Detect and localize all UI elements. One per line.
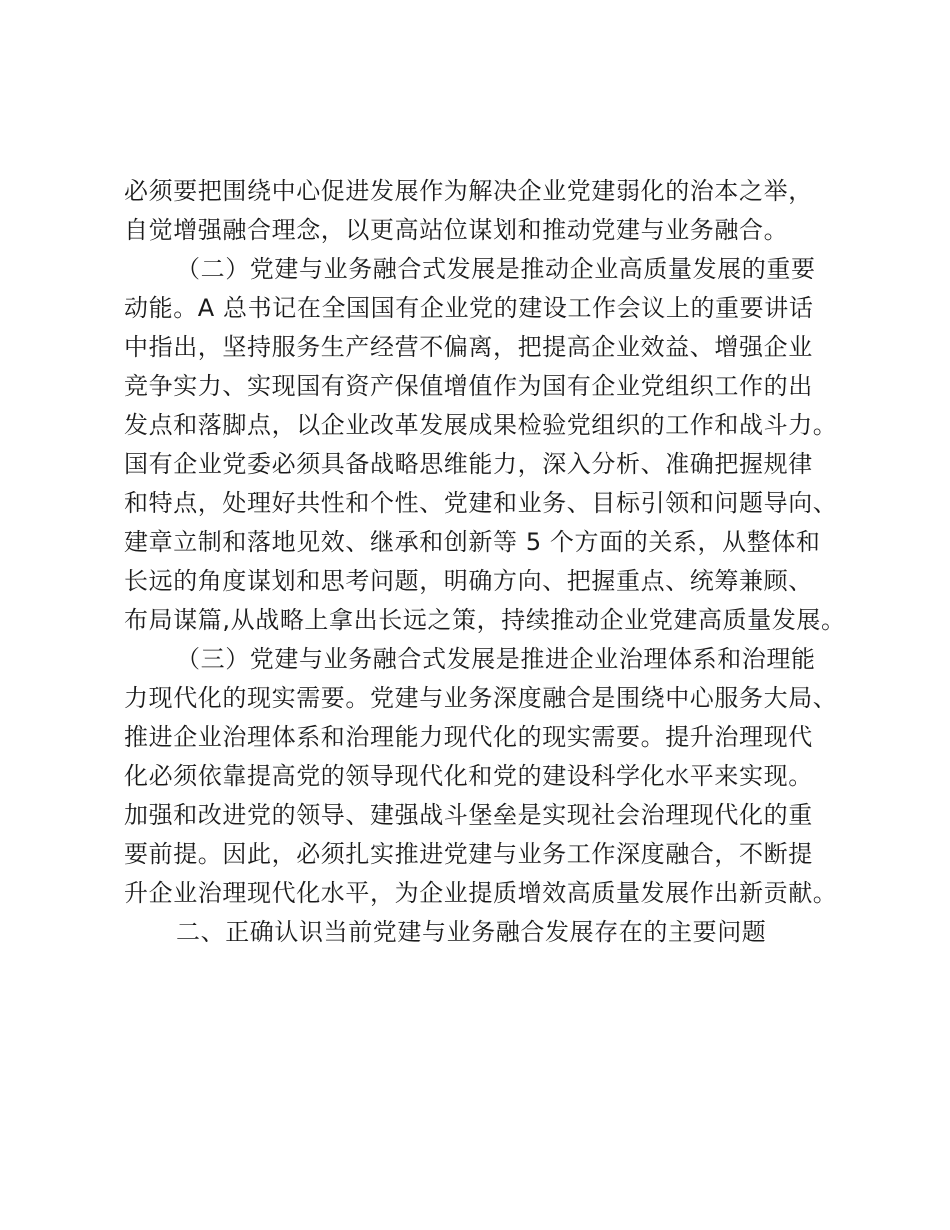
text-line: 布局谋篇,从战略上拿出长远之策，持续推动企业党建高质量发展。 xyxy=(124,606,846,634)
section-heading-line: （二）党建与业务融合式发展是推动企业高质量发展的重要 xyxy=(176,255,816,283)
text-line: 中指出，坚持服务生产经营不偏离，把提高企业效益、增强企业 xyxy=(124,333,813,361)
text-line: 要前提。因此，必须扎实推进党建与业务工作深度融合，不断提 xyxy=(124,840,813,868)
text-line: 升企业治理现代化水平，为企业提质增效高质量发展作出新贡献。 xyxy=(124,879,838,907)
body-text xyxy=(124,172,844,952)
text-line: 化必须依靠提高党的领导现代化和党的建设科学化水平来实现。 xyxy=(124,762,813,790)
text-line: 自觉增强融合理念，以更高站位谋划和推动党建与业务融合。 xyxy=(124,216,789,244)
text-line: 动能。A 总书记在全国国有企业党的建设工作会议上的重要讲话 xyxy=(124,294,814,322)
text-line: 和特点，处理好共性和个性、党建和业务、目标引领和问题导向、 xyxy=(124,489,838,517)
text-line: 力现代化的现实需要。党建与业务深度融合是围绕中心服务大局、 xyxy=(124,684,838,712)
text-line: 长远的角度谋划和思考问题，明确方向、把握重点、统筹兼顾、 xyxy=(124,567,813,595)
text-line: 推进企业治理体系和治理能力现代化的现实需要。提升治理现代 xyxy=(124,723,813,751)
text-line: 竞争实力、实现国有资产保值增值作为国有企业党组织工作的出 xyxy=(124,372,813,400)
text-line: 加强和改进党的领导、建强战斗堡垒是实现社会治理现代化的重 xyxy=(124,801,813,829)
section-heading-line: （三）党建与业务融合式发展是推进企业治理体系和治理能 xyxy=(176,645,816,673)
text-line: 建章立制和落地见效、继承和创新等 5 个方面的关系，从整体和 xyxy=(124,528,821,556)
chapter-heading-line: 二、正确认识当前党建与业务融合发展存在的主要问题 xyxy=(176,918,767,946)
text-line: 国有企业党委必须具备战略思维能力，深入分析、准确把握规律 xyxy=(124,450,813,478)
text-line: 发点和落脚点，以企业改革发展成果检验党组织的工作和战斗力。 xyxy=(124,411,838,439)
text-line: 必须要把围绕中心促进发展作为解决企业党建弱化的治本之举， xyxy=(124,177,813,205)
